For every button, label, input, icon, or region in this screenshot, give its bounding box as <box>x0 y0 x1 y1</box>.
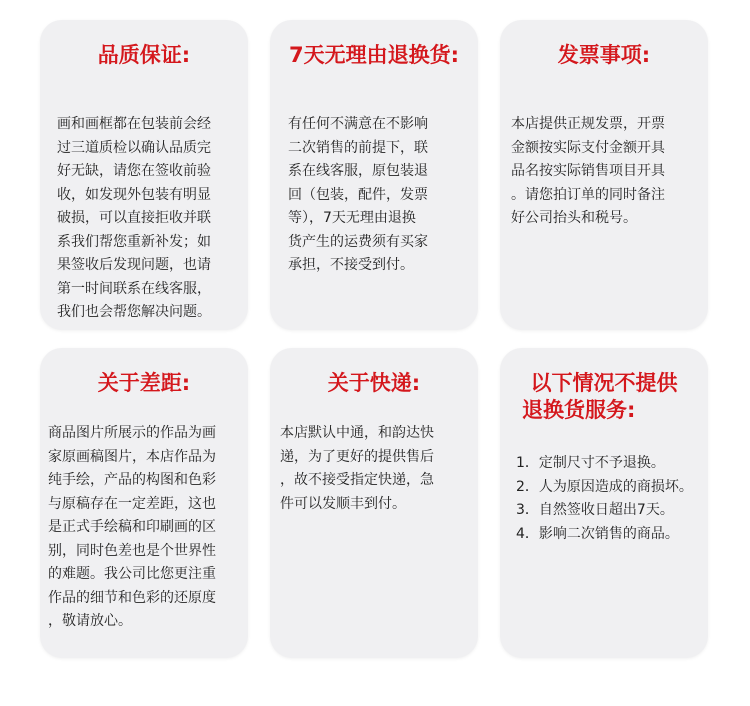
card-title: 7天无理由退换货: <box>288 43 459 67</box>
card-color-difference <box>40 348 248 658</box>
card-title: 关于快递: <box>327 371 421 395</box>
card-body: 本店提供正规发票，开票 金额按实际支付金额开具 品名按实际销售项目开具 。请您拍订单的同时备注 好公司抬头和税号。 <box>511 116 665 226</box>
card-invoice <box>500 20 708 330</box>
no-return-list <box>516 452 693 546</box>
card-title <box>500 370 708 424</box>
card-body: 商品图片所展示的作品为画 家原画稿图片，本店作品为 纯手绘，产品的构图和色彩 与原稿存在一定差距，这也 是正式手绘稿和印刷画的区 别，同时色差也是个世界性 的难题。我公司比您更注重 作品的细节和色彩的还原度 ，敬请放心。 <box>48 425 216 629</box>
list-item: 1．定制尺寸不予退换。 <box>516 455 665 471</box>
list-item: 3．自然签收日超出7天。 <box>516 502 674 518</box>
card-title: 发票事项: <box>557 43 651 67</box>
card-title-line: 退换货服务: <box>522 398 636 422</box>
card-body: 有任何不满意在不影响 二次销售的前提下，联 系在线客服，原包装退 回（包装，配件，发票 等），7天无理由退换 货产生的运费须有买家 承担，不接受到付。 <box>288 116 428 273</box>
card-express-delivery <box>270 348 478 658</box>
card-title-line: 以下情况不提供 <box>530 371 678 395</box>
card-seven-day-return <box>270 20 478 330</box>
card-body: 画和画框都在包装前会经 过三道质检以确认品质完 好无缺，请您在签收前验 收，如发现外包装有明显 破损，可以直接拒收并联 系我们帮您重新补发；如 果签收后发现问题，也请 第一时间联系在线客服， 我们也会帮您解决问题。 <box>57 116 211 320</box>
list-item: 2．人为原因造成的商损坏。 <box>516 478 693 495</box>
card-quality-guarantee <box>40 20 248 330</box>
card-body: 本店默认中通，和韵达快 递，为了更好的提供售后 ，故不接受指定快递，急 件可以发顺丰到付。 <box>280 425 434 512</box>
card-title: 关于差距: <box>97 371 191 395</box>
card-title: 品质保证: <box>97 43 191 67</box>
card-no-return-cases <box>500 348 708 658</box>
list-item: 4．影响二次销售的商品。 <box>516 525 679 542</box>
